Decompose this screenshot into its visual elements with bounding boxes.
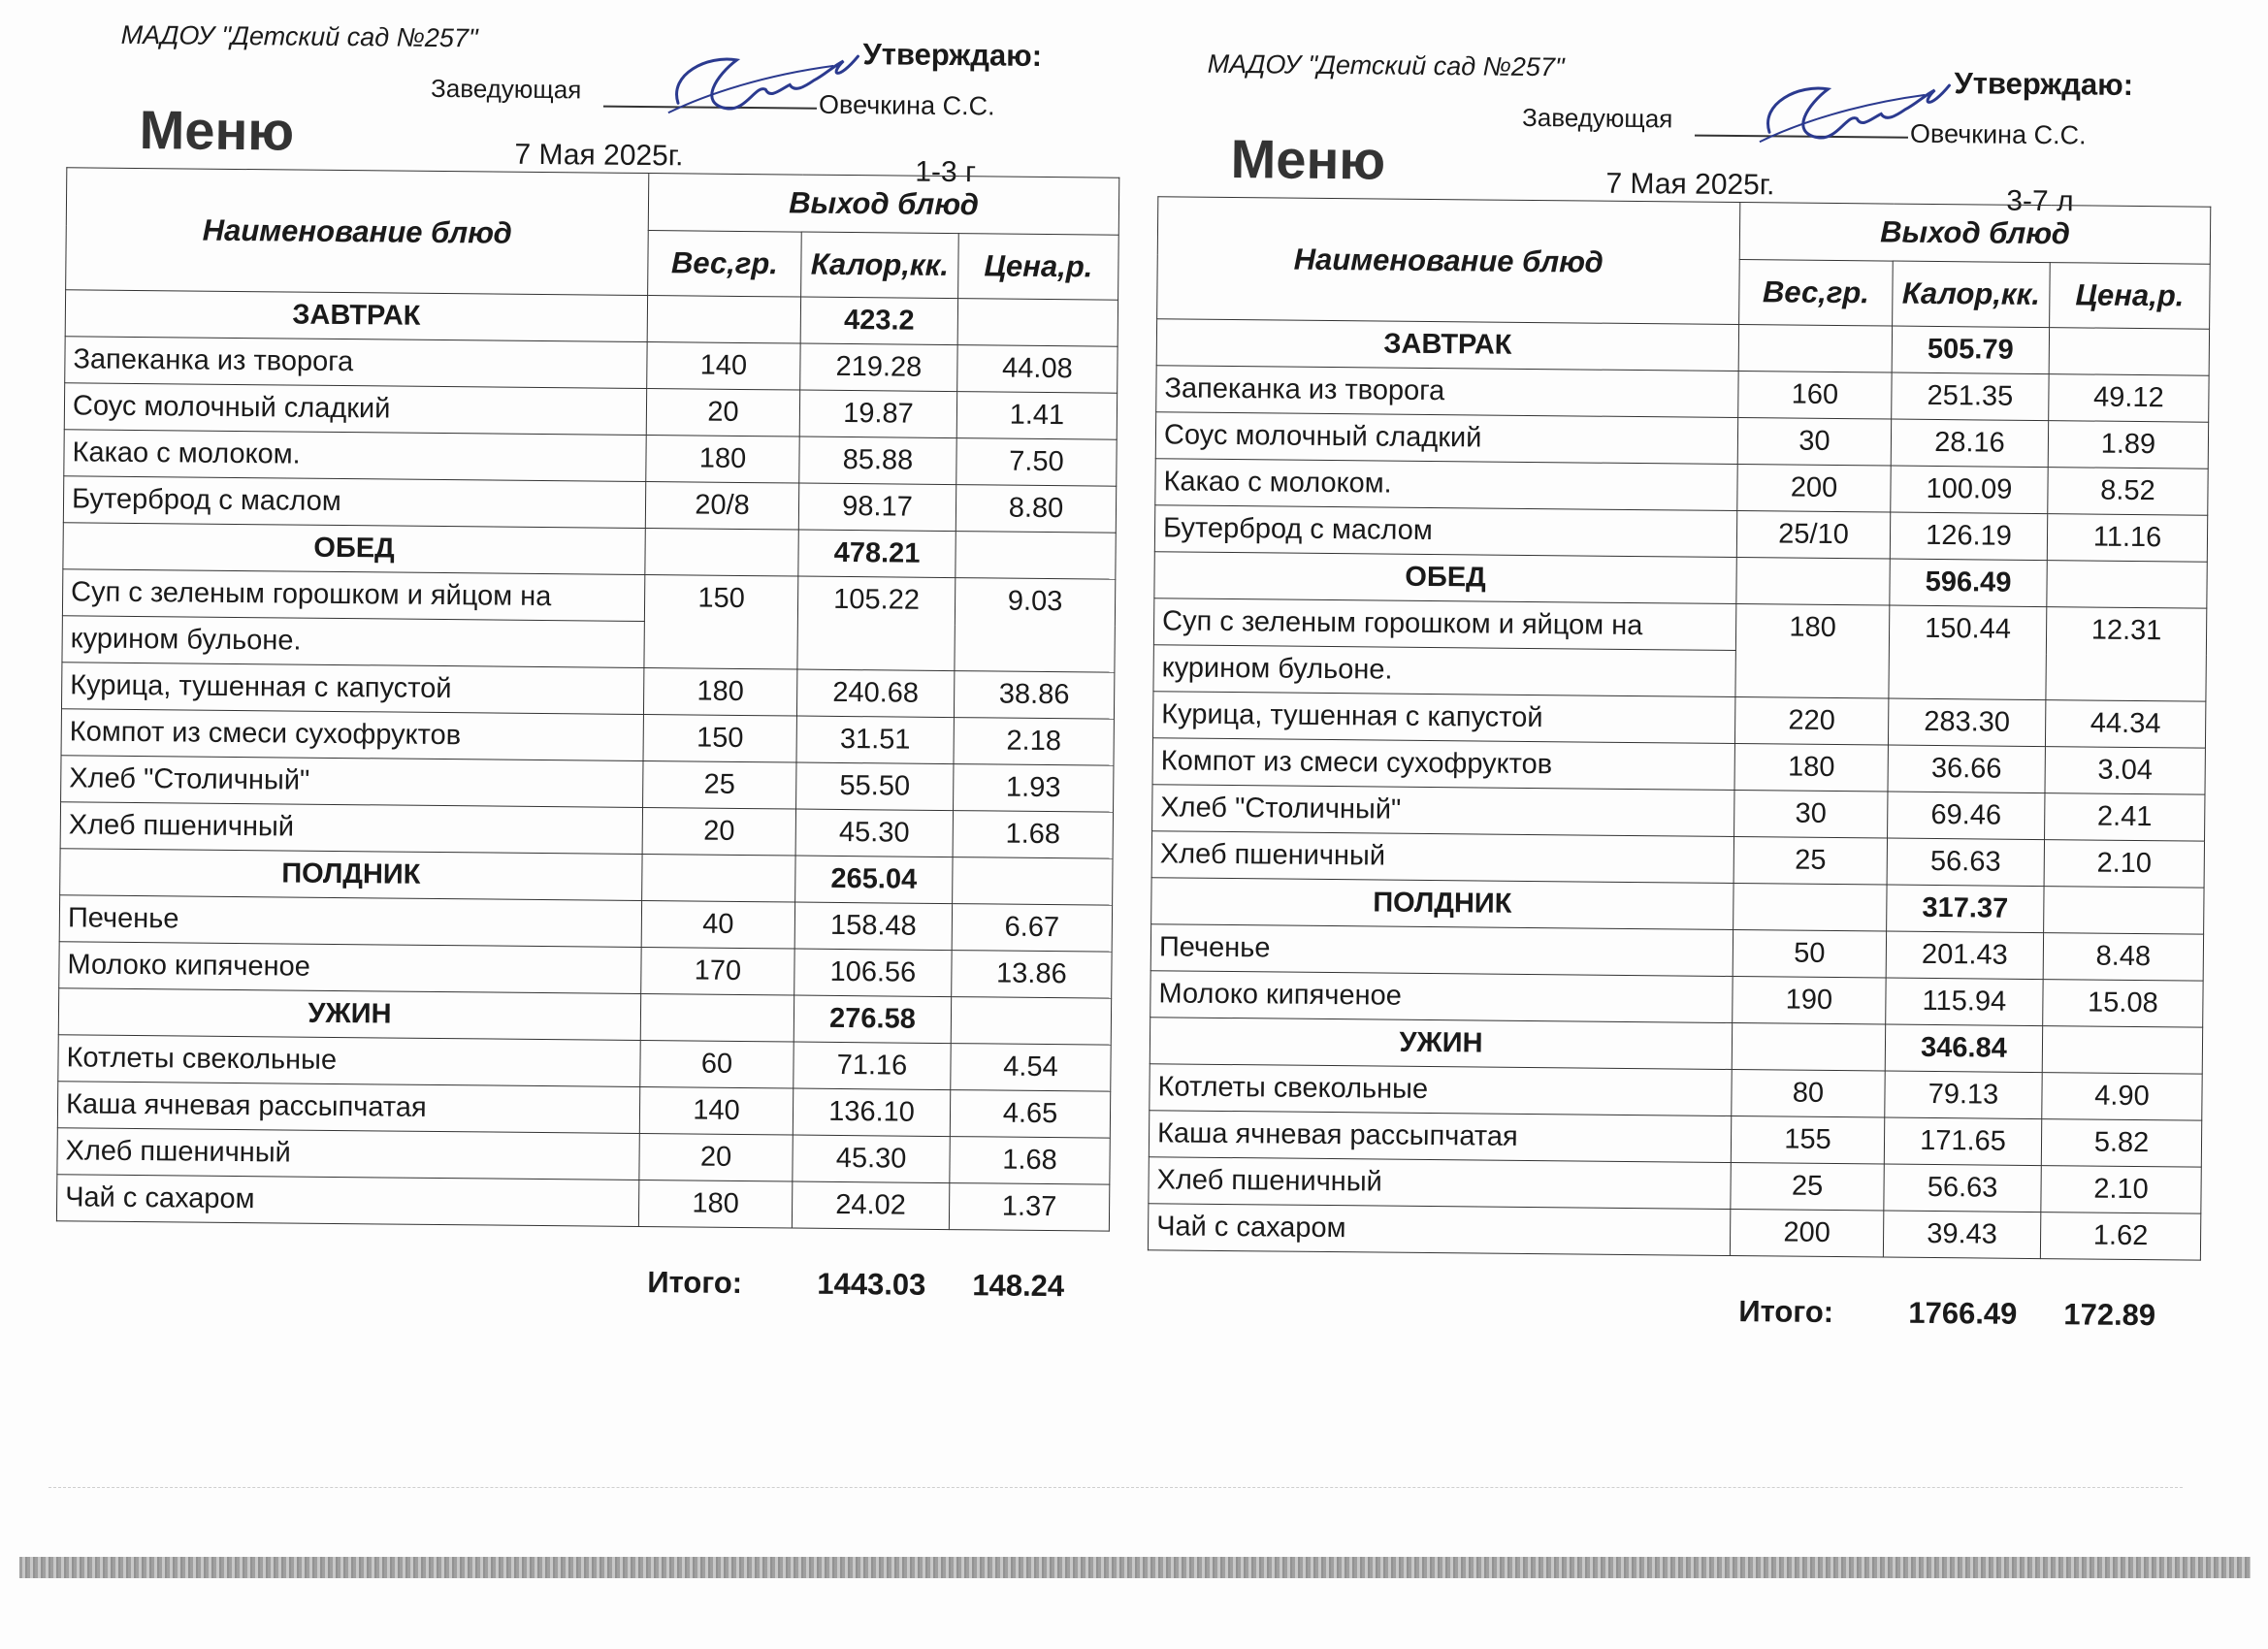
dish-price: 38.86 xyxy=(954,671,1114,720)
dish-price: 44.34 xyxy=(2045,700,2205,749)
dish-price: 1.89 xyxy=(2048,421,2208,469)
table-row xyxy=(56,1175,1109,1231)
dish-weight: 30 xyxy=(1737,418,1891,467)
section-calories: 505.79 xyxy=(1892,326,2049,374)
table-row xyxy=(1148,1204,2200,1260)
section-title: УЖИН xyxy=(58,988,640,1041)
header-weight: Вес,гр. xyxy=(1739,260,1894,327)
dish-name: Молоко кипяченое xyxy=(59,942,641,994)
dish-price: 44.08 xyxy=(957,345,1118,394)
dish-price: 8.48 xyxy=(2043,933,2203,982)
menu-rows xyxy=(1148,319,2209,1260)
dish-name: Каша ячневая рассыпчатая xyxy=(1149,1111,1731,1163)
dish-name: Бутерброд с маслом xyxy=(1154,505,1736,558)
dish-calories: 31.51 xyxy=(796,716,954,764)
dish-calories: 126.19 xyxy=(1890,512,2047,561)
section-calories: 423.2 xyxy=(800,297,957,345)
section-price-cell xyxy=(956,532,1116,580)
dish-weight: 25/10 xyxy=(1736,511,1890,560)
dish-name: Компот из смеси сухофруктов xyxy=(61,709,643,761)
dish-calories: 56.63 xyxy=(1887,838,2044,887)
empty-cell xyxy=(1889,652,2046,700)
dish-name: Хлеб "Столичный" xyxy=(61,756,643,808)
dish-price: 5.82 xyxy=(2041,1119,2201,1168)
section-title: ОБЕД xyxy=(63,523,645,575)
dish-weight: 200 xyxy=(1730,1209,1883,1257)
total-label: Итого: xyxy=(1738,1294,1834,1330)
dish-calories: 45.30 xyxy=(793,1135,950,1183)
section-weight-cell xyxy=(1738,325,1892,373)
header-calories: Калор,кк. xyxy=(1893,261,2051,328)
dish-price: 11.16 xyxy=(2047,514,2207,563)
dish-weight: 180 xyxy=(646,436,799,484)
dish-calories: 105.22 xyxy=(797,576,955,625)
dish-price: 13.86 xyxy=(952,951,1112,999)
dish-price: 9.03 xyxy=(955,578,1115,627)
dish-calories: 85.88 xyxy=(799,436,956,485)
section-calories: 265.04 xyxy=(795,856,953,904)
section-weight-cell xyxy=(642,855,795,903)
dish-weight: 40 xyxy=(641,901,794,950)
dish-price: 1.68 xyxy=(950,1137,1110,1185)
section-price-cell xyxy=(951,997,1111,1046)
dish-price: 4.54 xyxy=(951,1044,1111,1092)
dish-calories: 219.28 xyxy=(800,343,957,392)
dish-weight: 150 xyxy=(644,575,797,624)
dish-weight: 140 xyxy=(639,1087,793,1136)
dish-name: Печенье xyxy=(1150,924,1733,977)
total-row xyxy=(1118,1288,2224,1333)
section-calories: 346.84 xyxy=(1885,1024,2042,1073)
dish-calories: 24.02 xyxy=(792,1181,949,1230)
dish-name-continuation: курином бульоне. xyxy=(1153,645,1735,697)
dish-name: Суп с зеленым горошком и яйцом на xyxy=(1153,598,1735,651)
dish-weight: 20/8 xyxy=(645,482,798,531)
dish-price: 4.65 xyxy=(950,1090,1110,1139)
dish-calories: 19.87 xyxy=(799,390,956,438)
dish-weight: 180 xyxy=(643,668,796,717)
dish-weight: 80 xyxy=(1732,1070,1885,1118)
dish-weight: 180 xyxy=(1735,604,1889,653)
dish-name: Печенье xyxy=(59,895,641,948)
dish-calories: 158.48 xyxy=(794,902,952,951)
section-price-cell xyxy=(957,299,1118,347)
menu-date: 7 Мая 2025г. xyxy=(1605,167,1775,202)
dish-calories: 251.35 xyxy=(1892,372,2049,421)
dish-name: Хлеб пшеничный xyxy=(1151,831,1733,884)
organization-name: МАДОУ "Детский сад №257" xyxy=(120,19,478,53)
empty-cell xyxy=(2046,654,2206,702)
header-weight: Вес,гр. xyxy=(648,231,802,298)
section-title: ПОЛДНИК xyxy=(1151,878,1733,930)
header-price: Цена,р. xyxy=(2050,263,2211,330)
dish-name: Котлеты свекольные xyxy=(58,1035,640,1087)
section-title: ЗАВТРАК xyxy=(1156,319,1738,372)
section-title: ЗАВТРАК xyxy=(65,290,647,342)
dish-price: 2.18 xyxy=(954,718,1114,766)
empty-cell xyxy=(955,625,1115,673)
organization-name: МАДОУ "Детский сад №257" xyxy=(1207,48,1565,82)
total-price: 172.89 xyxy=(2063,1297,2156,1333)
head-role: Заведующая xyxy=(1522,102,1673,134)
dish-name: Курица, тушенная с капустой xyxy=(1152,692,1734,744)
dish-calories: 56.63 xyxy=(1884,1164,2041,1212)
dish-price: 4.90 xyxy=(2042,1073,2202,1121)
age-group: 3-7 л xyxy=(2006,184,2074,218)
dish-calories: 240.68 xyxy=(796,669,954,718)
dish-name: Соус молочный сладкий xyxy=(64,383,646,436)
dish-name: Соус молочный сладкий xyxy=(1155,412,1737,465)
dish-name: Каша ячневая рассыпчатая xyxy=(57,1082,639,1134)
dish-calories: 136.10 xyxy=(793,1088,950,1137)
section-title: ОБЕД xyxy=(1154,552,1736,604)
dish-name: Чай с сахаром xyxy=(1148,1204,1730,1256)
section-price-cell xyxy=(2044,887,2204,935)
dish-name: Хлеб пшеничный xyxy=(57,1128,639,1180)
dish-calories: 100.09 xyxy=(1891,466,2048,514)
dish-calories: 150.44 xyxy=(1889,605,2046,654)
menu-table xyxy=(56,167,1119,1231)
dish-weight: 140 xyxy=(647,342,800,391)
menu-rows xyxy=(56,290,1118,1231)
section-calories: 317.37 xyxy=(1887,885,2044,933)
dish-weight: 20 xyxy=(646,389,799,437)
dish-weight: 20 xyxy=(639,1133,793,1181)
dish-price: 8.80 xyxy=(956,485,1116,534)
empty-cell xyxy=(1735,651,1889,699)
dish-calories: 39.43 xyxy=(1883,1211,2040,1259)
section-title: УЖИН xyxy=(1150,1018,1732,1070)
dish-calories: 71.16 xyxy=(794,1042,951,1090)
dish-price: 1.41 xyxy=(956,392,1117,440)
dish-calories: 98.17 xyxy=(798,483,956,532)
dish-price: 2.10 xyxy=(2041,1166,2201,1214)
section-price-cell xyxy=(2042,1026,2202,1075)
section-weight-cell xyxy=(1733,884,1887,932)
empty-cell xyxy=(644,622,797,670)
dish-name: Суп с зеленым горошком и яйцом на xyxy=(62,569,644,622)
dish-name: Котлеты свекольные xyxy=(1150,1064,1732,1116)
dish-price: 2.41 xyxy=(2045,793,2205,842)
header-calories: Калор,кк. xyxy=(801,232,959,299)
dish-calories: 69.46 xyxy=(1888,792,2045,840)
dish-price: 12.31 xyxy=(2046,607,2206,656)
scan-fold-line xyxy=(49,1487,2183,1488)
empty-cell xyxy=(797,623,955,671)
dish-weight: 50 xyxy=(1733,930,1886,979)
dish-calories: 45.30 xyxy=(795,809,953,857)
dish-price: 7.50 xyxy=(956,438,1117,487)
dish-name: Запеканка из творога xyxy=(1156,366,1738,418)
menu-title: Меню xyxy=(1230,128,1386,191)
dish-weight: 150 xyxy=(643,715,796,763)
dish-name: Чай с сахаром xyxy=(56,1175,638,1227)
section-price-cell xyxy=(2047,561,2207,609)
section-price-cell xyxy=(953,857,1113,906)
total-row xyxy=(27,1259,1133,1304)
dish-name: Какао с молоком. xyxy=(1155,459,1737,511)
header-yield: Выход блюд xyxy=(1739,203,2211,265)
total-calories: 1766.49 xyxy=(1908,1295,2018,1331)
age-group: 1-3 г xyxy=(915,155,977,189)
section-weight-cell xyxy=(640,994,794,1043)
section-weight-cell xyxy=(645,529,798,577)
dish-weight: 25 xyxy=(643,761,796,810)
dish-name: Компот из смеси сухофруктов xyxy=(1152,738,1734,791)
section-calories: 276.58 xyxy=(794,995,951,1044)
dish-weight: 25 xyxy=(1731,1162,1884,1211)
approval-label: Утверждаю: xyxy=(862,37,1043,73)
dish-price: 1.93 xyxy=(954,764,1114,813)
section-weight-cell xyxy=(1732,1023,1885,1072)
dish-calories: 55.50 xyxy=(796,762,954,811)
dish-price: 2.10 xyxy=(2044,840,2204,889)
section-calories: 596.49 xyxy=(1890,559,2047,607)
section-weight-cell xyxy=(1736,558,1890,606)
dish-price: 6.67 xyxy=(952,904,1112,953)
header-price: Цена,р. xyxy=(958,234,1119,301)
dish-name: Хлеб пшеничный xyxy=(1149,1157,1731,1210)
dish-calories: 28.16 xyxy=(1891,419,2048,468)
dish-weight: 30 xyxy=(1734,791,1888,839)
dish-name: Хлеб "Столичный" xyxy=(1152,785,1734,837)
head-role: Заведующая xyxy=(431,73,582,105)
approval-label: Утверждаю: xyxy=(1954,66,2134,102)
total-price: 148.24 xyxy=(972,1268,1065,1304)
head-name: Овечкина С.С. xyxy=(818,89,995,121)
dish-calories: 36.66 xyxy=(1888,745,2045,793)
head-name: Овечкина С.С. xyxy=(1909,118,2087,150)
dish-calories: 79.13 xyxy=(1885,1071,2042,1119)
dish-price: 15.08 xyxy=(2043,980,2203,1028)
dish-weight: 160 xyxy=(1738,372,1892,420)
dish-weight: 20 xyxy=(642,808,795,857)
dish-weight: 190 xyxy=(1733,977,1886,1025)
dish-name: Хлеб пшеничный xyxy=(60,802,642,855)
dish-calories: 201.43 xyxy=(1886,931,2043,980)
dish-calories: 106.56 xyxy=(794,949,952,997)
dish-price: 1.62 xyxy=(2040,1212,2200,1261)
dish-calories: 171.65 xyxy=(1884,1117,2041,1166)
dish-name: Запеканка из творога xyxy=(65,337,647,389)
scan-edge-strip xyxy=(19,1557,2251,1578)
menu-title: Меню xyxy=(139,99,295,162)
dish-weight: 60 xyxy=(640,1041,794,1089)
dish-weight: 200 xyxy=(1737,465,1891,513)
dish-price: 49.12 xyxy=(2049,374,2209,423)
dish-name: Бутерброд с маслом xyxy=(63,476,645,529)
dish-name: Молоко кипяченое xyxy=(1150,971,1733,1023)
section-weight-cell xyxy=(647,296,800,344)
dish-name: Какао с молоком. xyxy=(64,430,646,482)
section-title: ПОЛДНИК xyxy=(60,849,642,901)
dish-price: 3.04 xyxy=(2045,747,2205,795)
menu-date: 7 Мая 2025г. xyxy=(514,138,684,173)
dish-weight: 170 xyxy=(641,948,794,996)
total-label: Итого: xyxy=(647,1265,743,1301)
dish-price: 1.68 xyxy=(953,811,1113,859)
section-price-cell xyxy=(2049,328,2209,376)
dish-calories: 283.30 xyxy=(1888,698,2045,747)
dish-name: Курица, тушенная с капустой xyxy=(61,663,643,715)
dish-weight: 25 xyxy=(1733,837,1887,886)
dish-name-continuation: курином бульоне. xyxy=(62,616,644,668)
dish-weight: 180 xyxy=(1734,744,1888,792)
dish-weight: 155 xyxy=(1731,1116,1884,1165)
dish-price: 8.52 xyxy=(2048,468,2208,516)
header-dish: Наименование блюд xyxy=(1157,197,1740,325)
dish-weight: 180 xyxy=(638,1180,792,1228)
dish-weight: 220 xyxy=(1734,697,1888,746)
dish-price: 1.37 xyxy=(949,1183,1109,1232)
menu-table xyxy=(1148,196,2211,1260)
header-yield: Выход блюд xyxy=(648,174,1119,236)
total-calories: 1443.03 xyxy=(817,1266,926,1302)
header-dish: Наименование блюд xyxy=(66,168,649,296)
section-calories: 478.21 xyxy=(798,530,956,578)
dish-calories: 115.94 xyxy=(1886,978,2043,1026)
